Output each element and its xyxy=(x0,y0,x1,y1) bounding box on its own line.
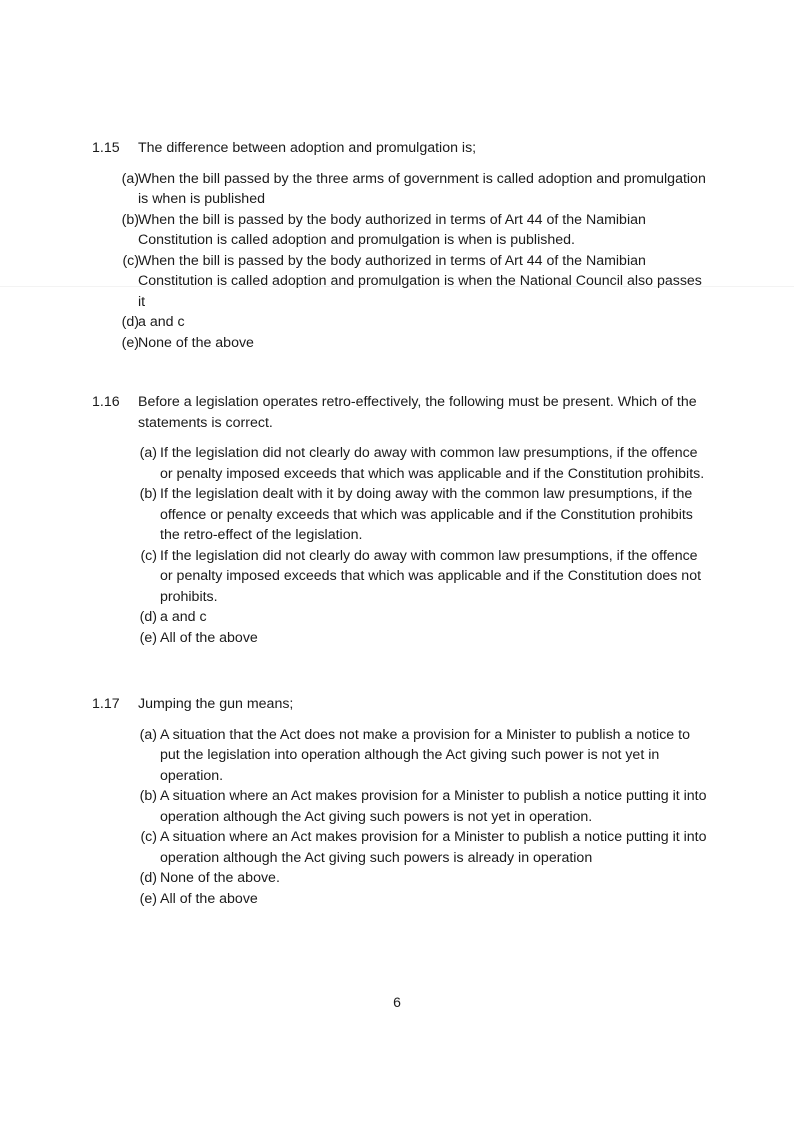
option-label: (b) xyxy=(139,486,157,502)
option-a xyxy=(115,169,712,210)
option-list xyxy=(136,443,712,648)
question-header xyxy=(92,694,712,715)
option-label: (c) xyxy=(140,829,157,845)
option-label: (e) xyxy=(139,890,157,907)
option-b xyxy=(115,210,712,251)
option-label: (a) xyxy=(139,726,157,743)
option-text: A situation that the Act does not make a provision for a Minister to publish a notice to put the legislation into operation although the Act giving such power is not yet in operation. xyxy=(160,726,690,784)
question-text: Before a legislation operates retro-effectively, the following must be present. Which of the statements is correct. xyxy=(138,394,697,431)
option-text: None of the above. xyxy=(160,870,280,886)
option-label: (c) xyxy=(140,547,157,564)
option-list xyxy=(115,169,712,354)
option-label: (d) xyxy=(139,609,157,625)
option-text: When the bill is passed by the body authorized in terms of Art 44 of the Namibian Constitution is called adoption and promulgation is when is published. xyxy=(138,211,646,248)
option-label: (d) xyxy=(121,314,139,330)
option-label: (b) xyxy=(139,788,157,804)
option-text: A situation where an Act makes provision for a Minister to publish a notice putting it into operation although the Act giving such powers is not yet in operation. xyxy=(160,788,707,825)
option-d xyxy=(115,312,712,333)
option-text: A situation where an Act makes provision for a Minister to publish a notice putting it into operation although the Act giving such powers is already in operation xyxy=(160,829,707,866)
question-text: The difference between adoption and promulgation is; xyxy=(138,140,477,156)
question-number: 1.17 xyxy=(92,696,120,712)
option-text: None of the above xyxy=(138,334,254,351)
option-e xyxy=(115,333,712,354)
option-text: a and c xyxy=(138,314,185,330)
option-list xyxy=(136,725,712,910)
option-a xyxy=(136,443,712,484)
option-b xyxy=(136,786,712,827)
question-number: 1.15 xyxy=(92,140,120,156)
option-text: If the legislation did not clearly do away with common law presumptions, if the offence or penalty imposed exceeds that which was applicable and if the Constitution prohibits. xyxy=(160,445,705,482)
option-text: If the legislation dealt with it by doing away with the common law presumptions, if the offence or penalty exceeds that which was applicable and if the Constitution prohibits the retro-effect of the legislation. xyxy=(160,486,693,543)
page-number: 6 xyxy=(393,994,401,1010)
option-label: (e) xyxy=(121,334,139,351)
option-a xyxy=(136,725,712,787)
option-c xyxy=(136,827,712,868)
question-text: Jumping the gun means; xyxy=(138,696,294,712)
question-header xyxy=(92,392,712,433)
question-1-15 xyxy=(92,138,712,353)
question-number: 1.16 xyxy=(92,394,120,410)
option-text: If the legislation did not clearly do away with common law presumptions, if the offence or penalty imposed exceeds that which was applicable and if the Constitution does not prohibits. xyxy=(160,547,702,605)
option-text: All of the above xyxy=(160,629,258,646)
option-label: (a) xyxy=(121,170,139,187)
option-e xyxy=(136,628,712,649)
question-1-17 xyxy=(92,694,712,909)
option-label: (b) xyxy=(121,211,139,228)
option-d xyxy=(136,868,712,889)
option-e xyxy=(136,889,712,910)
option-c xyxy=(136,546,712,608)
question-1-16 xyxy=(92,392,712,648)
option-text: When the bill passed by the three arms of government is called adoption and promulgation is when is published xyxy=(138,170,706,207)
option-label: (d) xyxy=(139,870,157,886)
option-text: All of the above xyxy=(160,890,258,907)
option-b xyxy=(136,484,712,546)
option-d xyxy=(136,607,712,628)
question-header xyxy=(92,138,712,159)
option-label: (e) xyxy=(139,629,157,646)
option-label: (c) xyxy=(122,252,139,269)
option-c xyxy=(115,251,712,313)
option-text: a and c xyxy=(160,609,207,625)
option-text: When the bill is passed by the body authorized in terms of Art 44 of the Namibian Constitution is called adoption and promulgation is when the National Council also passes it xyxy=(138,252,702,310)
option-label: (a) xyxy=(139,445,157,461)
